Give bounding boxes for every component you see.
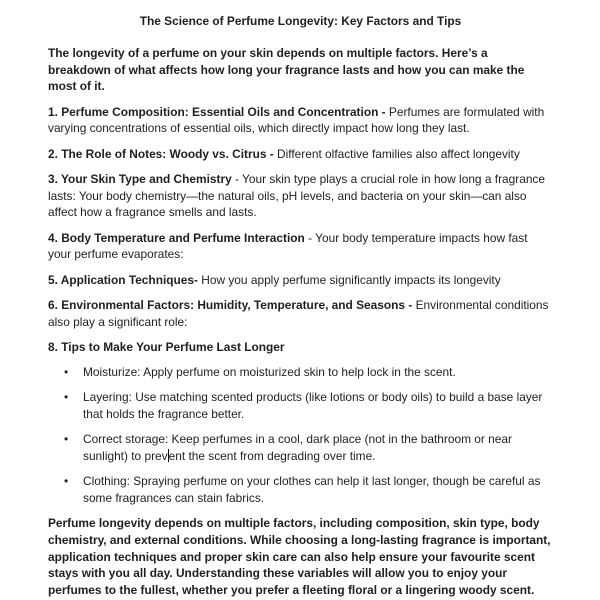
bullet-icon: • [64, 474, 69, 489]
section-body: Environmental conditions also play a significant role: [48, 297, 549, 329]
list-item [48, 364, 553, 381]
section-lead: 5. Application Techniques- [48, 272, 198, 287]
section-body: - Your body temperature impacts how fast your perfume evaporates: [48, 230, 528, 262]
list-item-text: Clothing: Spraying perfume on your clothes can help it last longer, though be careful as some fragrances can stain fabrics. [83, 474, 541, 505]
section-lead: 3. Your Skin Type and Chemistry [48, 171, 232, 186]
section-body: Perfumes are formulated with varying concentrations of essential oils, which directly impact how long they last. [48, 104, 545, 136]
section-paragraph-5 [48, 272, 553, 289]
list-item [48, 431, 553, 465]
list-item [48, 473, 553, 507]
bullet-icon: • [64, 432, 69, 447]
section-body: - Your skin type plays a crucial role in how long a fragrance lasts: Your body chemistry—the natural oils, pH levels, and bacteria on your skin—can also affect how a fragrance smells and lasts. [48, 171, 545, 220]
bullet-icon: • [64, 364, 69, 379]
section-paragraph-3 [48, 171, 553, 221]
conclusion-paragraph: Perfume longevity depends on multiple factors, including composition, skin type, body chemistry, and external conditions. While choosing a long-lasting fragrance is important, application techniques and proper skin care can also help ensure your favourite scent stays with you all day. Understanding these variables will allow you to enjoy your perfumes to the fullest, whether you prefer a fleeting floral or a lingering woody scent. [48, 516, 551, 598]
section-lead: 2. The Role of Notes: Woody vs. Citrus - [48, 146, 278, 161]
section-paragraph-4 [48, 230, 553, 264]
tips-list [48, 364, 553, 507]
section-lead: 1. Perfume Composition: Essential Oils and Concentration - [48, 104, 389, 119]
intro-paragraph: The longevity of a perfume on your skin depends on multiple factors. Here’s a breakdown of what affects how long your fragrance lasts and how you can make the most of it. [48, 45, 525, 94]
section-body: Different olfactive families also affect longevity [277, 146, 520, 161]
section-paragraph-1 [48, 104, 553, 138]
page-title: The Science of Perfume Longevity: Key Factors and Tips [139, 14, 462, 28]
list-item-text: ent the scent from degrading over time. [168, 448, 376, 463]
bullet-icon: • [64, 390, 69, 405]
section-lead: 6. Environmental Factors: Humidity, Temperature, and Seasons - [48, 297, 416, 312]
section-body: How you apply perfume significantly impacts its longevity [197, 272, 501, 287]
list-item-text: Correct storage: Keep perfumes in a cool, dark place (not in the bathroom or near sunlight) to prev [83, 432, 512, 463]
list-item-text: Layering: Use matching scented products (like lotions or body oils) to build a base layer that holds the fragrance better. [83, 390, 543, 421]
section-paragraph-2 [48, 146, 553, 163]
list-item [48, 389, 553, 423]
section-lead: 4. Body Temperature and Perfume Interaction [48, 230, 305, 245]
tips-heading: 8. Tips to Make Your Perfume Last Longer [48, 339, 285, 354]
list-item-text: Moisturize: Apply perfume on moisturized skin to help lock in the scent. [83, 364, 456, 379]
section-paragraph-6 [48, 297, 553, 331]
